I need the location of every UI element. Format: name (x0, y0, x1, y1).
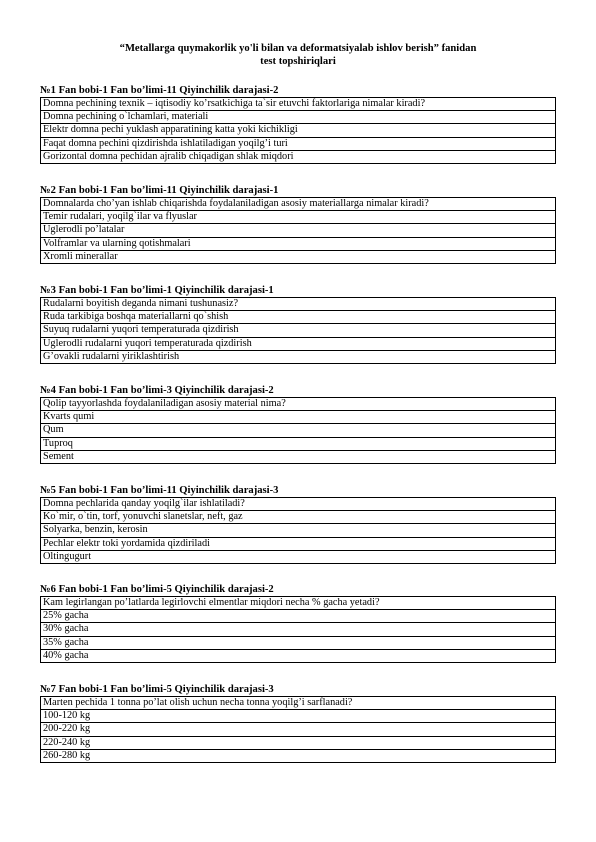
question-text: Rudalarni boyitish deganda nimani tushunasiz? (41, 298, 556, 311)
question-table (40, 197, 556, 264)
question-table (40, 497, 556, 564)
answer-option: Domna pechining o`lchamlari, materiali (41, 111, 556, 124)
question-header: №2 Fan bobi-1 Fan bo’limi-11 Qiyinchilik darajasi-1 (40, 185, 279, 196)
answer-option: Oltingugurt (41, 550, 556, 563)
answer-option: Ko`mir, o`tin, torf, yonuvchi slanetslar, neft, gaz (41, 511, 556, 524)
answer-option: Gorizontal domna pechidan ajralib chiqadigan shlak miqdori (41, 150, 556, 163)
answer-option: Solyarka, benzin, kerosin (41, 524, 556, 537)
question-header: №6 Fan bobi-1 Fan bo’limi-5 Qiyinchilik darajasi-2 (40, 584, 274, 595)
question-block (40, 385, 556, 464)
question-table (40, 397, 556, 464)
question-text: Marten pechida 1 tonna po’lat olish uchun necha tonna yoqilg’i sarflanadi? (41, 697, 556, 710)
question-block (40, 684, 556, 763)
question-block (40, 185, 556, 264)
answer-option: Elektr domna pechi yuklash apparatining katta yoki kichikligi (41, 124, 556, 137)
answer-option: 100-120 kg (41, 710, 556, 723)
answer-option: Sement (41, 450, 556, 463)
answer-option: Uglerodli rudalarni yuqori temperaturada qizdirish (41, 337, 556, 350)
question-block (40, 285, 556, 364)
answer-option: 260-280 kg (41, 749, 556, 762)
document-title (40, 42, 556, 68)
answer-option: Volframlar va ularning qotishmalari (41, 237, 556, 250)
answer-option: Tuproq (41, 437, 556, 450)
question-block (40, 584, 556, 663)
question-table (40, 596, 556, 663)
question-block (40, 85, 556, 164)
question-header: №4 Fan bobi-1 Fan bo’limi-3 Qiyinchilik darajasi-2 (40, 385, 274, 396)
answer-option: 40% gacha (41, 649, 556, 662)
question-header: №5 Fan bobi-1 Fan bo’limi-11 Qiyinchilik darajasi-3 (40, 485, 279, 496)
question-table (40, 97, 556, 164)
answer-option: G’ovakli rudalarni yiriklashtirish (41, 350, 556, 363)
answer-option: Uglerodli po’latalar (41, 224, 556, 237)
answer-option: Faqat domna pechini qizdirishda ishlatiladigan yoqilg’i turi (41, 137, 556, 150)
answer-option: Xromli minerallar (41, 250, 556, 263)
question-header: №7 Fan bobi-1 Fan bo’limi-5 Qiyinchilik darajasi-3 (40, 684, 274, 695)
question-header: №3 Fan bobi-1 Fan bo’limi-1 Qiyinchilik darajasi-1 (40, 285, 274, 296)
title-line-2: test topshiriqlari (260, 56, 336, 67)
question-text: Qolip tayyorlashda foydalaniladigan asosiy material nima? (41, 398, 556, 411)
question-block (40, 485, 556, 564)
question-text: Kam legirlangan po’latlarda legirlovchi elmentlar miqdori necha % gacha yetadi? (41, 597, 556, 610)
answer-option: 220-240 kg (41, 736, 556, 749)
answer-option: Qum (41, 424, 556, 437)
answer-option: Pechlar elektr toki yordamida qizdiriladi (41, 537, 556, 550)
answer-option: 30% gacha (41, 623, 556, 636)
question-text: Domnalarda cho’yan ishlab chiqarishda foydalaniladigan asosiy materiallarga nimalar kiradi? (41, 198, 556, 211)
title-line-1: “Metallarga quymakorlik yo'li bilan va deformatsiyalab ishlov berish” fanidan (119, 43, 477, 54)
question-table (40, 696, 556, 763)
question-header: №1 Fan bobi-1 Fan bo’limi-11 Qiyinchilik darajasi-2 (40, 85, 279, 96)
answer-option: Temir rudalari, yoqilg`ilar va flyuslar (41, 211, 556, 224)
answer-option: Suyuq rudalarni yuqori temperaturada qizdirish (41, 324, 556, 337)
question-table (40, 297, 556, 364)
question-text: Domna pechining texnik – iqtisodiy ko’rsatkichiga ta`sir etuvchi faktorlariga nimalar kiradi? (41, 98, 556, 111)
answer-option: 200-220 kg (41, 723, 556, 736)
answer-option: Kvarts qumi (41, 411, 556, 424)
answer-option: 25% gacha (41, 610, 556, 623)
answer-option: 35% gacha (41, 636, 556, 649)
question-text: Domna pechlarida qanday yoqilg`ilar ishlatiladi? (41, 498, 556, 511)
answer-option: Ruda tarkibiga boshqa materiallarni qo`shish (41, 311, 556, 324)
